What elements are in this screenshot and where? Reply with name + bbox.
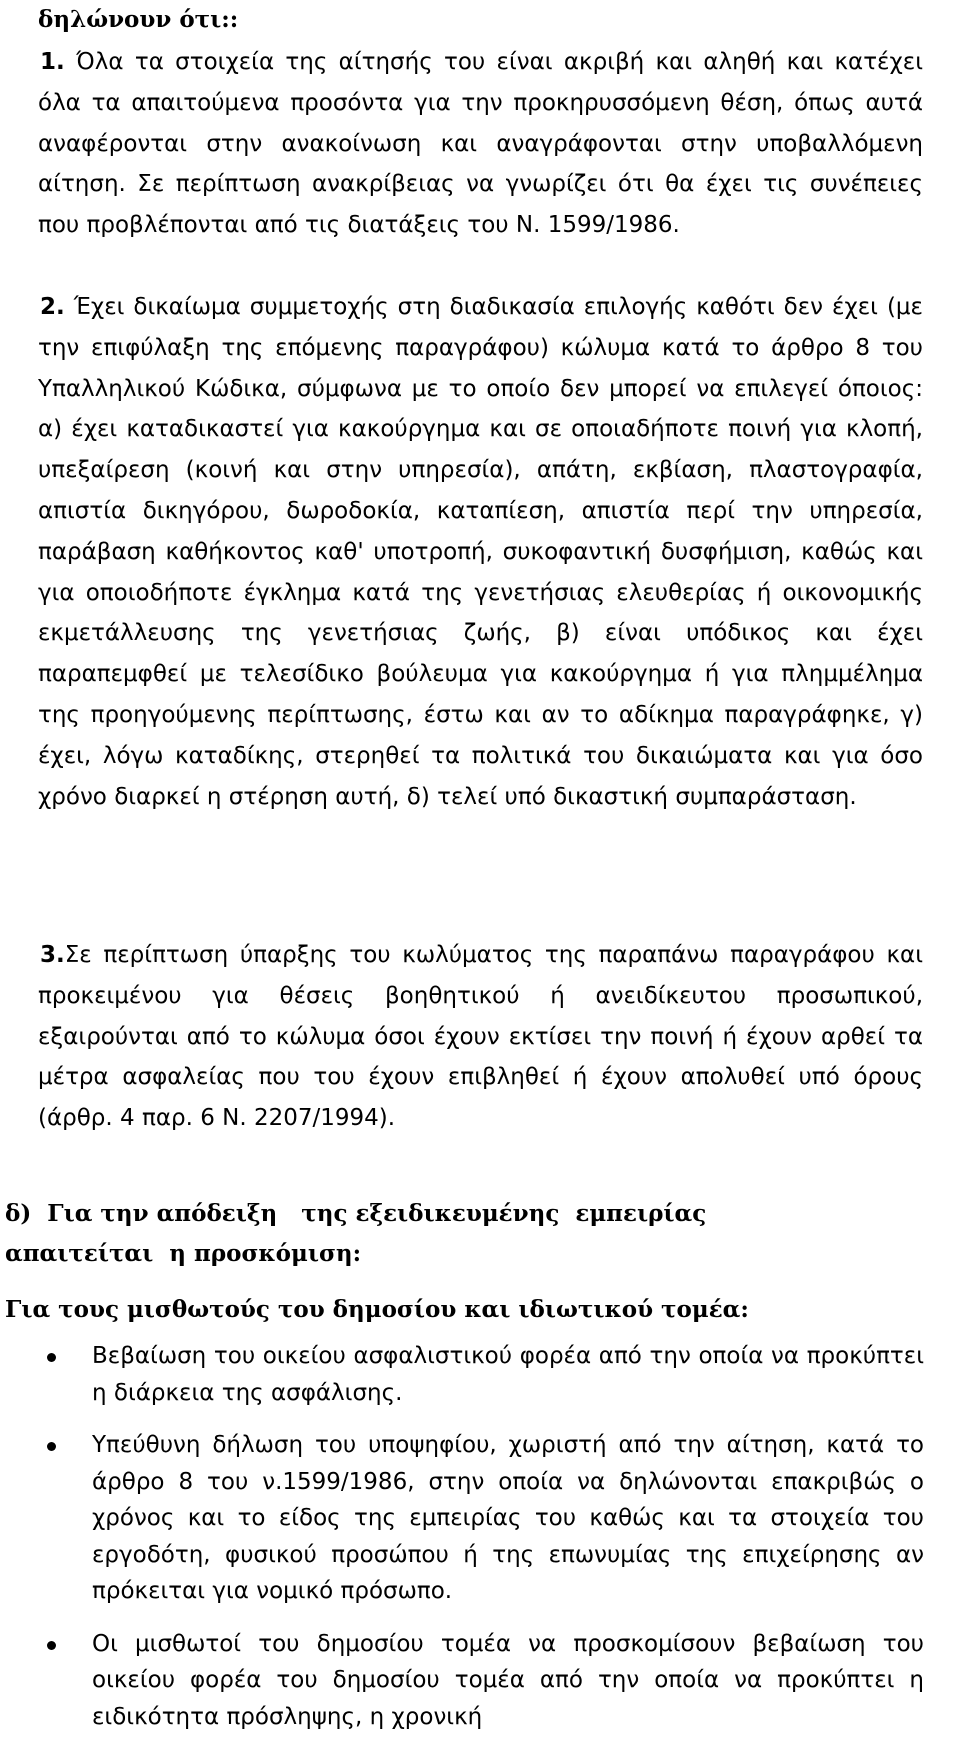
- requirements-list: [0, 1338, 960, 1751]
- list-item: [0, 1338, 924, 1411]
- list-item: [0, 1626, 924, 1736]
- clause-2: [38, 287, 923, 817]
- list-item-text: Οι μισθωτοί του δημοσίου τομέα να προσκομίσουν βεβαίωση του οικείου φορέα του δημοσίου τομέα από την οποία να προκύπτει η ειδικότητα πρόσληψης, η χρονική: [92, 1630, 924, 1730]
- clause-2-text: Έχει δικαίωμα συμμετοχής στη διαδικασία επιλογής καθότι δεν έχει (με την επιφύλαξη της επόμενης παραγράφου) κώλυμα κατά το άρθρο 8 του Υπαλληλικού Κώδικα, σύμφωνα με το οποίο δεν μπορεί να επιλεγεί όποιος: α) έχει καταδικαστεί για κακούργημα και σε οποιαδήποτε ποινή για κλοπή, υπεξαίρεση (κοινή και στην υπηρεσία), απάτη, εκβίαση, πλαστογραφία, απιστία δικηγόρου, δωροδοκία, καταπίεση, απιστία περί την υπηρεσία, παράβαση καθήκοντος καθ' υποτροπή, συκοφαντική δυσφήμιση, καθώς και για οποιοδήποτε έγκλημα κατά της γενετήσιας ελευθερίας ή οικονομικής εκμετάλλευσης της γενετήσιας ζωής, β) είναι υπόδικος και έχει παραπεμφθεί με τελεσίδικο βούλευμα για κακούργημα ή για πλημμέλημα της προηγούμενης περίπτωσης, έστω και αν το αδίκημα παραγράφηκε, γ) έχει, λόγω καταδίκης, στερηθεί τα πολιτικά του δικαιώματα και για όσο χρόνο διαρκεί η στέρηση αυτή, δ) τελεί υπό δικαστική συμπαράσταση.: [38, 294, 923, 810]
- clause-3: [38, 935, 923, 1139]
- clause-3-number: 3.: [40, 942, 65, 968]
- clause-3-text: Σε περίπτωση ύπαρξης του κωλύματος της παραπάνω παραγράφου και προκειμένου για θέσεις βοηθητικού ή ανειδίκευτου προσωπικού, εξαιρούνται από το κώλυμα όσοι έχουν εκτίσει την ποινή ή έχουν αρθεί τα μέτρα ασφαλείας που του έχουν επιβληθεί ή έχουν απολυθεί υπό όρους (άρθρ. 4 παρ. 6 Ν. 2207/1994).: [38, 942, 923, 1132]
- section-d-line-2: απαιτείται η προσκόμιση:: [5, 1240, 362, 1267]
- bullet-icon: [47, 1353, 56, 1362]
- list-item: [0, 1427, 924, 1610]
- clause-2-number: 2.: [40, 294, 65, 320]
- employees-subheading: Για τους μισθωτούς του δημοσίου και ιδιωτικού τομέα:: [5, 1296, 749, 1323]
- declaration-heading: δηλώνουν ότι::: [38, 6, 239, 33]
- clause-1: [38, 42, 923, 246]
- section-d-heading: [5, 1194, 905, 1274]
- clause-1-text: Όλα τα στοιχεία της αίτησής του είναι ακριβή και αληθή και κατέχει όλα τα απαιτούμενα προσόντα για την προκηρυσσόμενη θέση, όπως αυτά αναφέρονται στην ανακοίνωση και αναγράφονται στην υποβαλλόμενη αίτηση. Σε περίπτωση ανακρίβειας να γνωρίζει ότι θα έχει τις συνέπειες που προβλέπονται από τις διατάξεις του Ν. 1599/1986.: [38, 49, 923, 239]
- bullet-icon: [47, 1442, 56, 1451]
- bullet-icon: [47, 1641, 56, 1650]
- list-item-text: Βεβαίωση του οικείου ασφαλιστικού φορέα από την οποία να προκύπτει η διάρκεια της ασφάλισης.: [92, 1343, 924, 1406]
- list-item-text: Υπεύθυνη δήλωση του υποψηφίου, χωριστή από την αίτηση, κατά το άρθρο 8 του ν.1599/1986, στην οποία να δηλώνονται επακριβώς ο χρόνος και το είδος της εμπειρίας του καθώς και τα στοιχεία του εργοδότη, φυσικού προσώπου ή της επωνυμίας της επιχείρησης αν πρόκειται για νομικό πρόσωπο.: [92, 1432, 924, 1604]
- section-d-line-1: δ) Για την απόδειξη της εξειδικευμένης εμπειρίας: [5, 1200, 707, 1227]
- clause-1-number: 1.: [40, 49, 65, 75]
